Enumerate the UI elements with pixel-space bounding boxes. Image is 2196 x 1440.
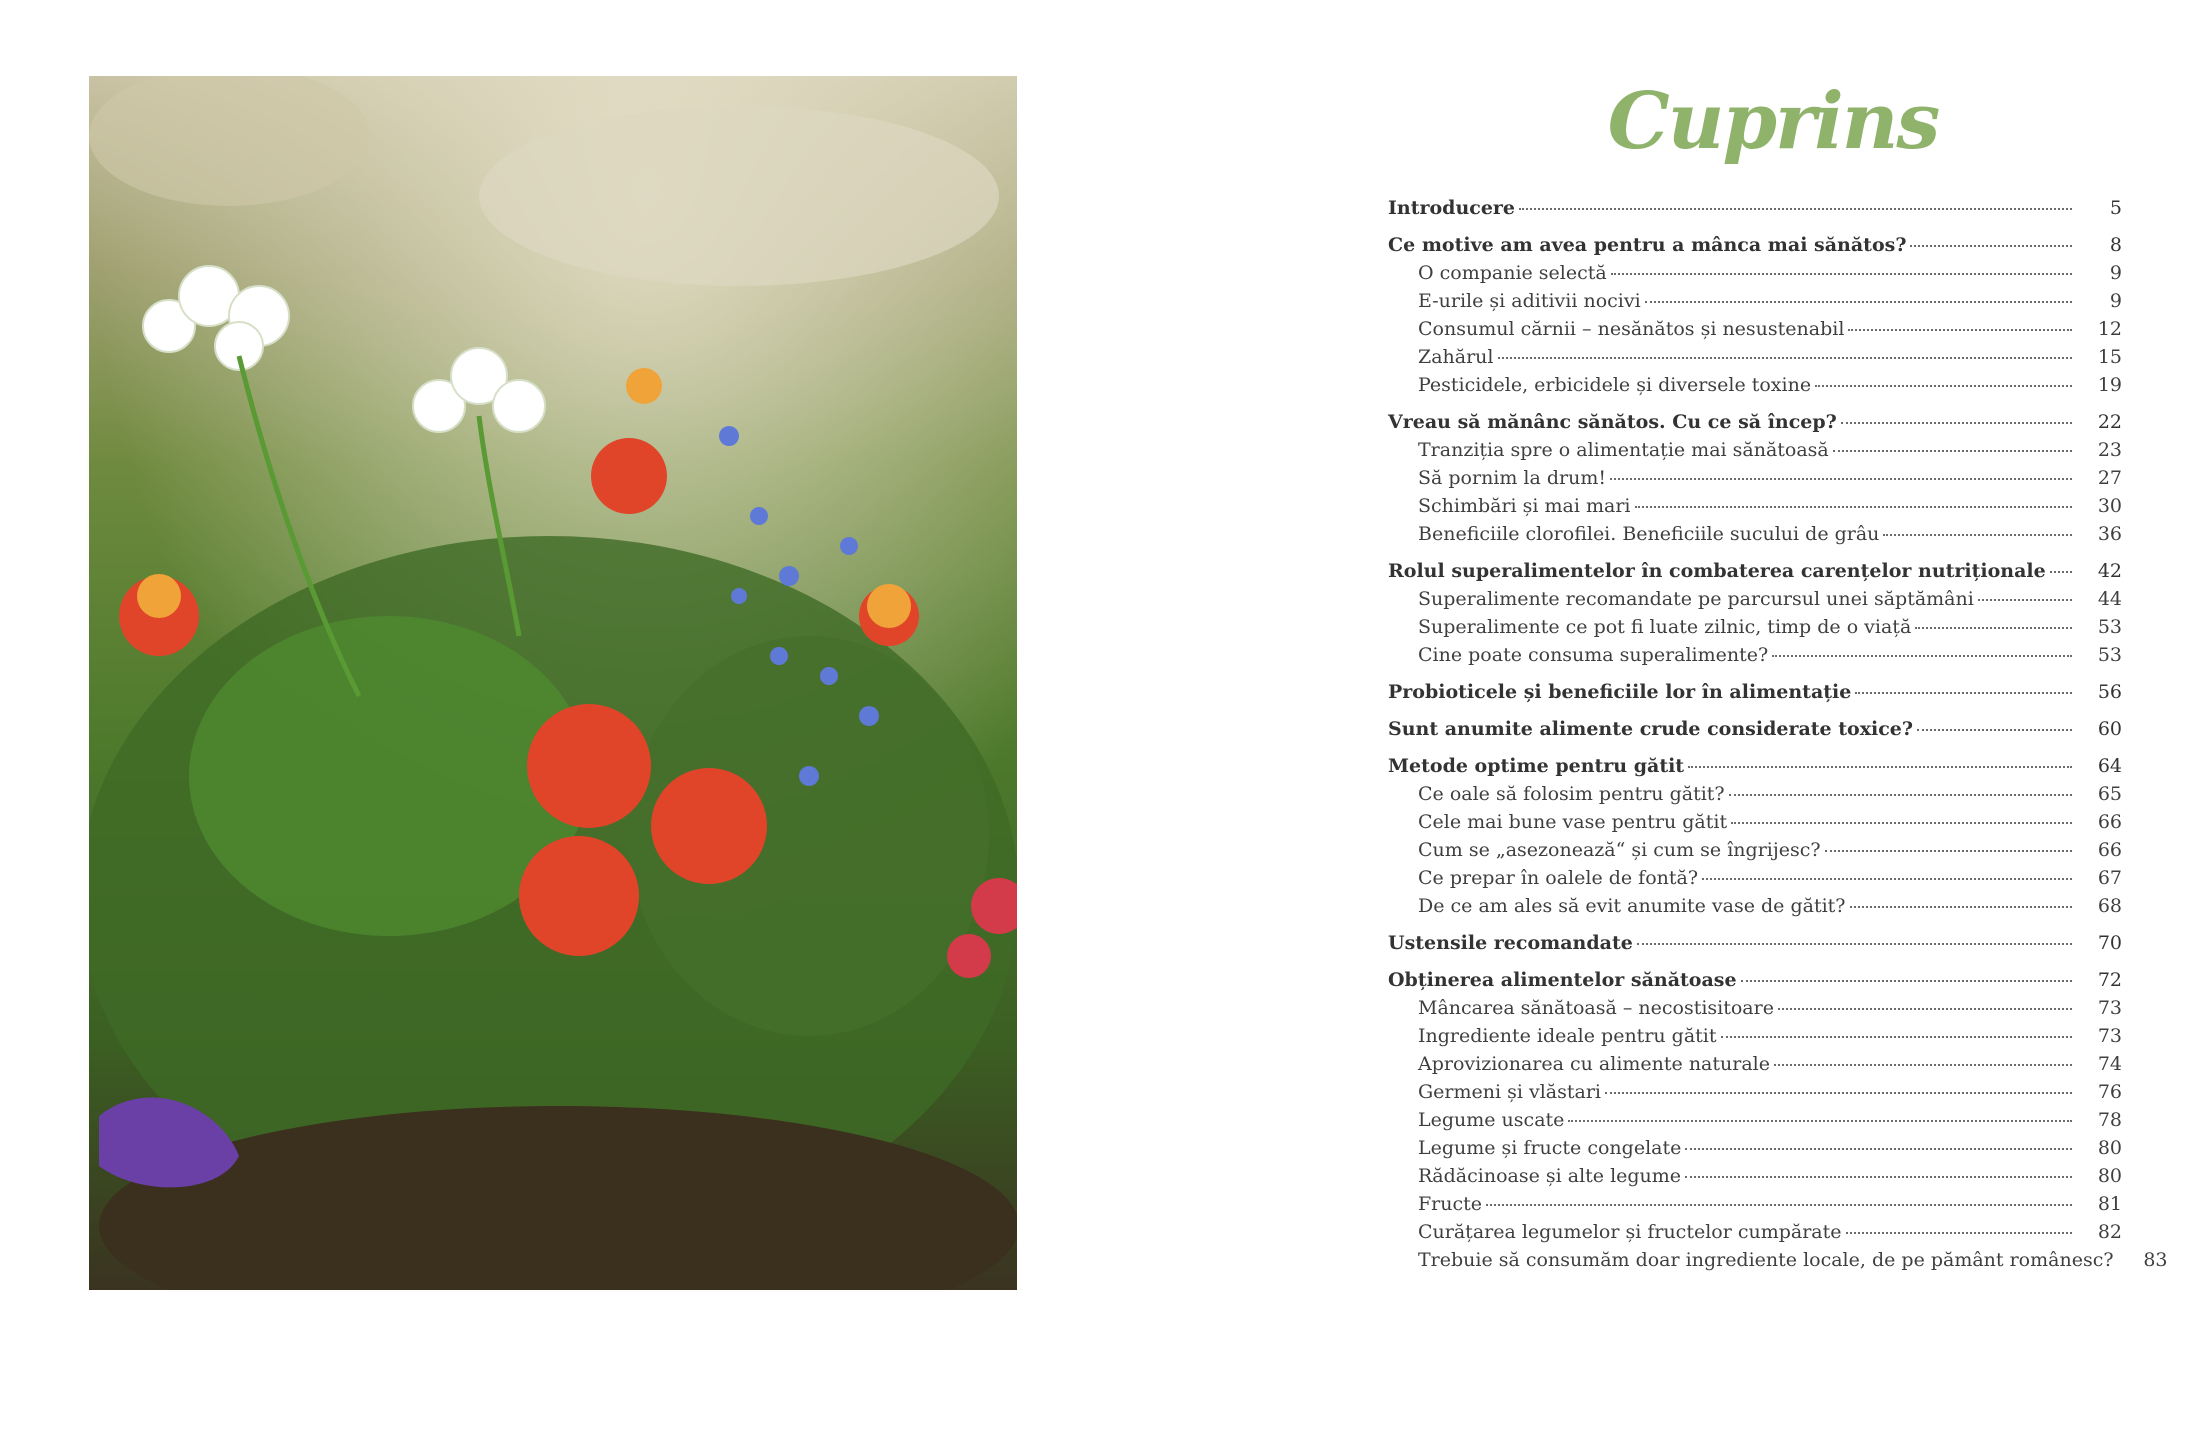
toc-page-number: 9 — [2109, 262, 2122, 284]
toc-entry-title: Ingrediente ideale pentru gătit — [1418, 1025, 1717, 1047]
toc-page-number: 22 — [2097, 411, 2122, 433]
toc-page-number: 5 — [2109, 197, 2122, 219]
toc-entry-title: Consumul cărnii – nesănătos și nesustenabil — [1418, 318, 1845, 340]
dot-leader — [1729, 778, 2072, 796]
toc-entry-title: Rolul superalimentelor în combaterea carențelor nutriționale — [1388, 560, 2046, 582]
dot-leader — [1741, 964, 2072, 982]
toc-entry-title: Metode optime pentru gătit — [1388, 755, 1685, 777]
toc-page-number: 74 — [2097, 1053, 2122, 1075]
flower-bed-illustration — [89, 76, 1017, 1290]
dot-leader — [1611, 257, 2072, 275]
toc-section — [1388, 408, 2122, 548]
toc-page-number: 60 — [2097, 718, 2122, 740]
toc-entry-title: Vreau să mănânc sănătos. Cu ce să încep? — [1388, 411, 1837, 433]
toc-section-entry — [1388, 194, 2122, 222]
toc-section — [1388, 678, 2122, 706]
toc-entry-title: Fructe — [1418, 1193, 1483, 1215]
dot-leader — [1486, 1188, 2072, 1206]
toc-subentry — [1388, 585, 2122, 613]
toc-page-number: 67 — [2097, 867, 2122, 889]
toc-entry-title: De ce am ales să evit anumite vase de gătit? — [1418, 895, 1846, 917]
toc-page-number: 44 — [2097, 588, 2122, 610]
toc-entry-title: Introducere — [1388, 197, 1516, 219]
dot-leader — [1915, 611, 2072, 629]
toc-subentry — [1388, 436, 2122, 464]
toc-page-number: 19 — [2097, 374, 2122, 396]
dot-leader — [1702, 862, 2072, 880]
toc-page-number: 8 — [2109, 234, 2122, 256]
toc-page-number: 76 — [2097, 1081, 2122, 1103]
toc-subentry — [1388, 994, 2122, 1022]
dot-leader — [1917, 713, 2072, 731]
dot-leader — [1685, 1160, 2072, 1178]
dot-leader — [1825, 834, 2072, 852]
toc-entry-title: Mâncarea sănătoasă – necostisitoare — [1418, 997, 1774, 1019]
toc-entry-title: Probioticele și beneficiile lor în alimentație — [1388, 681, 1852, 703]
dot-leader — [1605, 1076, 2072, 1094]
dot-leader — [1519, 192, 2072, 210]
toc-page-number: 66 — [2097, 839, 2122, 861]
toc-subentry — [1388, 371, 2122, 399]
dot-leader — [1721, 1020, 2072, 1038]
toc-entry-title: Ustensile recomandate — [1388, 932, 1633, 954]
toc-title: Cuprins — [1607, 76, 1939, 167]
toc-page-number: 81 — [2097, 1193, 2122, 1215]
dot-leader — [1978, 583, 2072, 601]
toc-entry-title: Cine poate consuma superalimente? — [1418, 644, 1769, 666]
toc-subentry — [1388, 808, 2122, 836]
dot-leader — [1848, 313, 2072, 331]
toc-section-entry — [1388, 231, 2122, 259]
toc-subentry — [1388, 1078, 2122, 1106]
dot-leader — [1833, 434, 2072, 452]
toc-entry-title: Să pornim la drum! — [1418, 467, 1607, 489]
toc-entry-title: Legume și fructe congelate — [1418, 1137, 1682, 1159]
toc-entry-title: Germeni și vlăstari — [1418, 1081, 1601, 1103]
dot-leader — [1498, 341, 2073, 359]
dot-leader — [1731, 806, 2072, 824]
dot-leader — [1778, 992, 2072, 1010]
toc-section-entry — [1388, 966, 2122, 994]
dot-leader — [1841, 406, 2072, 424]
toc-section-entry — [1388, 678, 2122, 706]
toc-page-number: 9 — [2109, 290, 2122, 312]
toc-page-number: 64 — [2097, 755, 2122, 777]
toc-entry-title: Obținerea alimentelor sănătoase — [1388, 969, 1737, 991]
toc-list — [1388, 194, 2168, 1274]
toc-entry-title: O companie selectă — [1418, 262, 1607, 284]
toc-entry-title: Pesticidele, erbicidele și diversele toxine — [1418, 374, 1812, 396]
toc-page-number: 73 — [2097, 1025, 2122, 1047]
toc-section — [1388, 752, 2122, 920]
dot-leader — [1850, 890, 2073, 908]
toc-entry-title: Cum se „asezonează“ și cum se îngrijesc? — [1418, 839, 1821, 861]
toc-entry-title: Trebuie să consumăm doar ingrediente locale, de pe pământ românesc? — [1418, 1249, 2114, 1271]
toc-page-number: 83 — [2143, 1249, 2168, 1271]
toc-subentry — [1388, 1106, 2122, 1134]
toc-entry-title: Tranziția spre o alimentație mai sănătoasă — [1418, 439, 1829, 461]
dot-leader — [2050, 555, 2072, 573]
toc-entry-title: Ce prepar în oalele de fontă? — [1418, 867, 1699, 889]
toc-subentry — [1388, 864, 2122, 892]
toc-entry-title: Legume uscate — [1418, 1109, 1565, 1131]
toc-subentry — [1388, 1134, 2122, 1162]
toc-entry-title: Rădăcinoase și alte legume — [1418, 1165, 1682, 1187]
toc-page-number: 56 — [2097, 681, 2122, 703]
toc-page-number: 70 — [2097, 932, 2122, 954]
toc-section — [1388, 557, 2122, 669]
toc-section — [1388, 966, 2168, 1274]
toc-entry-title: Ce oale să folosim pentru gătit? — [1418, 783, 1725, 805]
toc-page-number: 53 — [2097, 644, 2122, 666]
toc-page-number: 73 — [2097, 997, 2122, 1019]
dot-leader — [1637, 927, 2072, 945]
toc-section-entry — [1388, 752, 2122, 780]
toc-subentry — [1388, 1022, 2122, 1050]
dot-leader — [1688, 750, 2072, 768]
toc-page-number: 53 — [2097, 616, 2122, 638]
dot-leader — [1685, 1132, 2072, 1150]
toc-subentry — [1388, 259, 2122, 287]
toc-section-entry — [1388, 929, 2122, 957]
dot-leader — [1883, 518, 2072, 536]
toc-page-number: 72 — [2097, 969, 2122, 991]
toc-entry-title: Curățarea legumelor și fructelor cumpărate — [1418, 1221, 1842, 1243]
toc-page-number: 30 — [2097, 495, 2122, 517]
toc-page-number: 80 — [2097, 1137, 2122, 1159]
toc-page-number: 27 — [2097, 467, 2122, 489]
toc-subentry — [1388, 464, 2122, 492]
toc-subentry — [1388, 641, 2122, 669]
toc-subentry — [1388, 1218, 2122, 1246]
dot-leader — [1645, 285, 2072, 303]
toc-entry-title: Aprovizionarea cu alimente naturale — [1418, 1053, 1770, 1075]
toc-page-number: 66 — [2097, 811, 2122, 833]
toc-subentry — [1388, 1246, 2168, 1274]
dot-leader — [1635, 490, 2072, 508]
toc-entry-title: Schimbări și mai mari — [1418, 495, 1631, 517]
toc-section-entry — [1388, 715, 2122, 743]
toc-entry-title: Superalimente recomandate pe parcursul unei săptămâni — [1418, 588, 1974, 610]
dot-leader — [1772, 639, 2072, 657]
toc-page-number: 36 — [2097, 523, 2122, 545]
toc-entry-title: Zahărul — [1418, 346, 1494, 368]
toc-page-number: 68 — [2097, 895, 2122, 917]
toc-page-number: 42 — [2097, 560, 2122, 582]
toc-section — [1388, 715, 2122, 743]
dot-leader — [1855, 676, 2072, 694]
toc-page-number: 23 — [2097, 439, 2122, 461]
toc-subentry — [1388, 287, 2122, 315]
toc-subentry — [1388, 1162, 2122, 1190]
dot-leader — [1846, 1216, 2072, 1234]
toc-subentry — [1388, 613, 2122, 641]
toc-subentry — [1388, 1190, 2122, 1218]
toc-section — [1388, 231, 2122, 399]
toc-entry-title: Beneficiile clorofilei. Beneficiile sucului de grâu — [1418, 523, 1880, 545]
toc-section — [1388, 929, 2122, 957]
toc-entry-title: E-urile și aditivii nocivi — [1418, 290, 1641, 312]
toc-section-entry — [1388, 557, 2122, 585]
toc-page-number: 80 — [2097, 1165, 2122, 1187]
toc-subentry — [1388, 1050, 2122, 1078]
toc-subentry — [1388, 892, 2122, 920]
toc-entry-title: Cele mai bune vase pentru gătit — [1418, 811, 1728, 833]
toc-section — [1388, 194, 2122, 222]
toc-page-number: 82 — [2097, 1221, 2122, 1243]
toc-subentry — [1388, 836, 2122, 864]
toc-subentry — [1388, 315, 2122, 343]
toc-subentry — [1388, 780, 2122, 808]
garden-flowers-photo — [89, 76, 1017, 1290]
toc-page-number: 15 — [2097, 346, 2122, 368]
toc-entry-title: Superalimente ce pot fi luate zilnic, timp de o viață — [1418, 616, 1912, 638]
toc-subentry — [1388, 492, 2122, 520]
toc-entry-title: Sunt anumite alimente crude considerate toxice? — [1388, 718, 1914, 740]
dot-leader — [1910, 229, 2072, 247]
toc-subentry — [1388, 520, 2122, 548]
dot-leader — [1568, 1104, 2072, 1122]
toc-page-number: 65 — [2097, 783, 2122, 805]
table-of-contents — [1388, 72, 2168, 1274]
dot-leader — [1610, 462, 2072, 480]
toc-section-entry — [1388, 408, 2122, 436]
dot-leader — [1815, 369, 2072, 387]
toc-entry-title: Ce motive am avea pentru a mânca mai sănătos? — [1388, 234, 1907, 256]
dot-leader — [1774, 1048, 2072, 1066]
toc-page-number: 12 — [2097, 318, 2122, 340]
toc-page-number: 78 — [2097, 1109, 2122, 1131]
toc-subentry — [1388, 343, 2122, 371]
